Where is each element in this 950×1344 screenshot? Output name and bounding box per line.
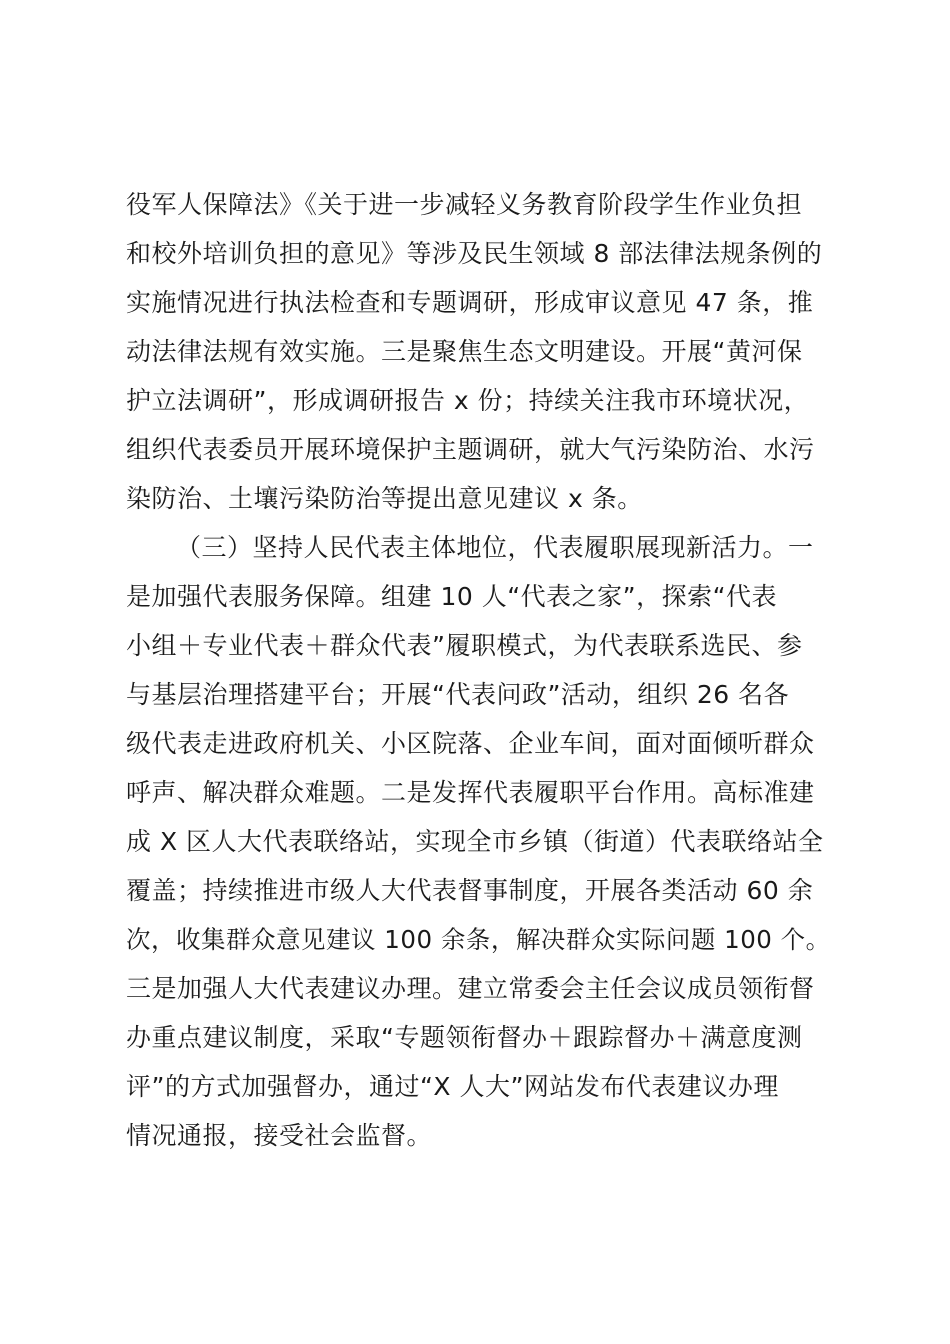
text-line: 三是加强人大代表建议办理。建立常委会主任会议成员领衔督 bbox=[126, 974, 815, 1003]
text-line: 情况通报，接受社会监督。 bbox=[126, 1121, 433, 1150]
body-text bbox=[126, 180, 838, 1160]
text-line: 评”的方式加强督办，通过“X 人大”网站发布代表建议办理 bbox=[126, 1072, 779, 1101]
text-line: 次，收集群众意见建议 100 余条，解决群众实际问题 100 个。 bbox=[126, 925, 831, 954]
text-line: 呼声、解决群众难题。二是发挥代表履职平台作用。高标准建 bbox=[126, 778, 815, 807]
text-line: 级代表走进政府机关、小区院落、企业车间，面对面倾听群众 bbox=[126, 729, 815, 758]
text-line: 小组＋专业代表＋群众代表”履职模式，为代表联系选民、参 bbox=[126, 631, 803, 660]
text-line: 染防治、土壤污染防治等提出意见建议 x 条。 bbox=[126, 484, 643, 513]
text-line: 覆盖；持续推进市级人大代表督事制度，开展各类活动 60 余 bbox=[126, 876, 814, 905]
text-line: 护立法调研”，形成调研报告 x 份；持续关注我市环境状况， bbox=[126, 386, 810, 415]
text-line: 组织代表委员开展环境保护主题调研，就大气污染防治、水污 bbox=[126, 435, 815, 464]
text-line: 役军人保障法》《关于进一步减轻义务教育阶段学生作业负担 bbox=[126, 190, 803, 219]
text-line: 与基层治理搭建平台；开展“代表问政”活动，组织 26 名各 bbox=[126, 680, 790, 709]
text-line: 成 X 区人大代表联络站，实现全市乡镇（街道）代表联络站全 bbox=[126, 827, 824, 856]
text-line: 和校外培训负担的意见》等涉及民生领域 8 部法律法规条例的 bbox=[126, 239, 823, 268]
paragraph-heading-line: （三）坚持人民代表主体地位，代表履职展现新活力。一 bbox=[176, 533, 814, 562]
text-line: 动法律法规有效实施。三是聚焦生态文明建设。开展“黄河保 bbox=[126, 337, 803, 366]
text-line: 实施情况进行执法检查和专题调研，形成审议意见 47 条，推 bbox=[126, 288, 814, 317]
text-line: 是加强代表服务保障。组建 10 人“代表之家”，探索“代表 bbox=[126, 582, 778, 611]
text-line: 办重点建议制度，采取“专题领衔督办＋跟踪督办＋满意度测 bbox=[126, 1023, 803, 1052]
